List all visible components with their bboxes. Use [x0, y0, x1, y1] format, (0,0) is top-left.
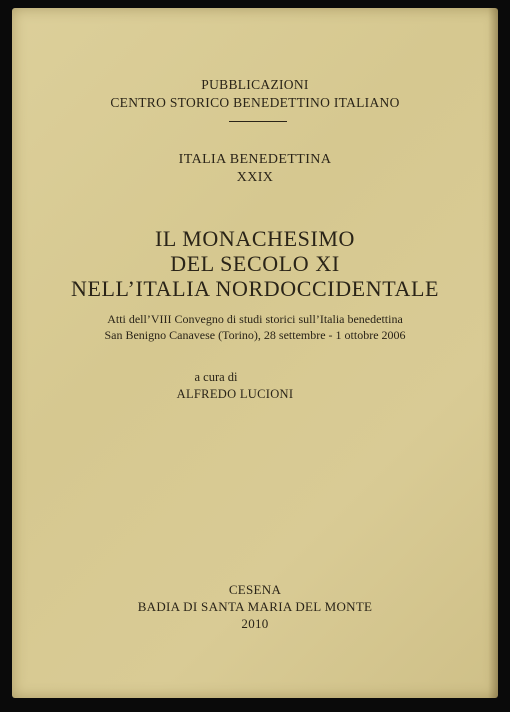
subtitle-line2: San Benigno Canavese (Torino), 28 settembre - 1 ottobre 2006	[104, 328, 406, 342]
imprint	[12, 581, 498, 632]
subtitle	[12, 312, 498, 343]
series-block	[12, 151, 498, 186]
book-title	[12, 226, 498, 301]
series-volume: XXIX	[236, 170, 274, 185]
publisher-header	[12, 77, 498, 111]
subtitle-line1: Atti dell’VIII Convegno di studi storici sull’Italia benedettina	[107, 312, 403, 326]
editor-block	[12, 369, 498, 403]
book-cover	[12, 8, 498, 698]
publisher-header-line1: PUBBLICAZIONI	[201, 77, 309, 92]
series-name: ITALIA BENEDETTINA	[178, 152, 332, 167]
title-line1: IL MONACHESIMO	[154, 226, 356, 251]
title-line2: DEL SECOLO XI	[170, 251, 340, 276]
title-line3: NELL’ITALIA NORDOCCIDENTALE	[70, 276, 440, 301]
editor-name: ALFREDO LUCIONI	[176, 387, 294, 401]
publisher-header-line2: CENTRO STORICO BENEDETTINO ITALIANO	[110, 95, 400, 110]
header-divider	[229, 121, 287, 122]
imprint-publisher: BADIA DI SANTA MARIA DEL MONTE	[137, 599, 373, 614]
imprint-city: CESENA	[228, 582, 282, 597]
imprint-year: 2010	[241, 616, 269, 631]
editor-label: a cura di	[194, 370, 238, 384]
